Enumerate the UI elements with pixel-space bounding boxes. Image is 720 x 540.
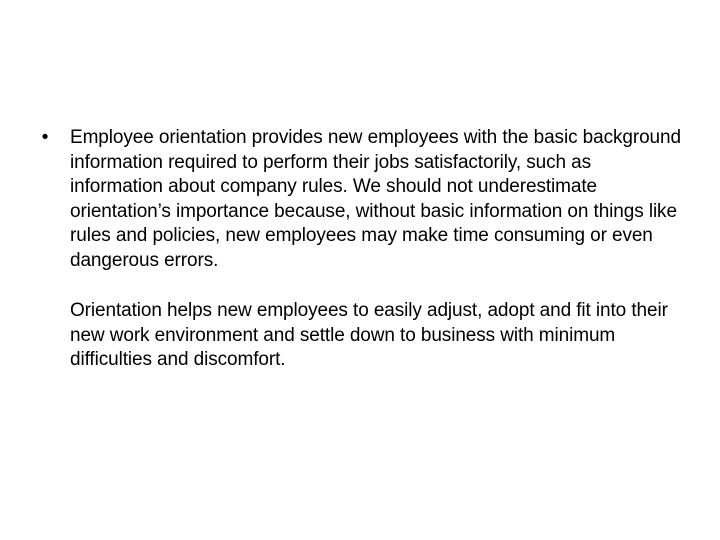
paragraph-orientation-definition: Employee orientation provides new employees with the basic background information required to perform their jobs satisfactorily, such as information about company rules. We should not underestimate orientation’s importance because, without basic information on things like rules and policies, new employees may make time consuming or even dangerous errors.	[70, 127, 681, 271]
bullet-item	[36, 126, 686, 273]
paragraph-orientation-benefits: Orientation helps new employees to easily adjust, adopt and fit into their new work environment and settle down to business with minimum difficulties and discomfort.	[70, 300, 668, 370]
bullet-marker: •	[41, 127, 49, 148]
slide-body	[36, 126, 686, 373]
